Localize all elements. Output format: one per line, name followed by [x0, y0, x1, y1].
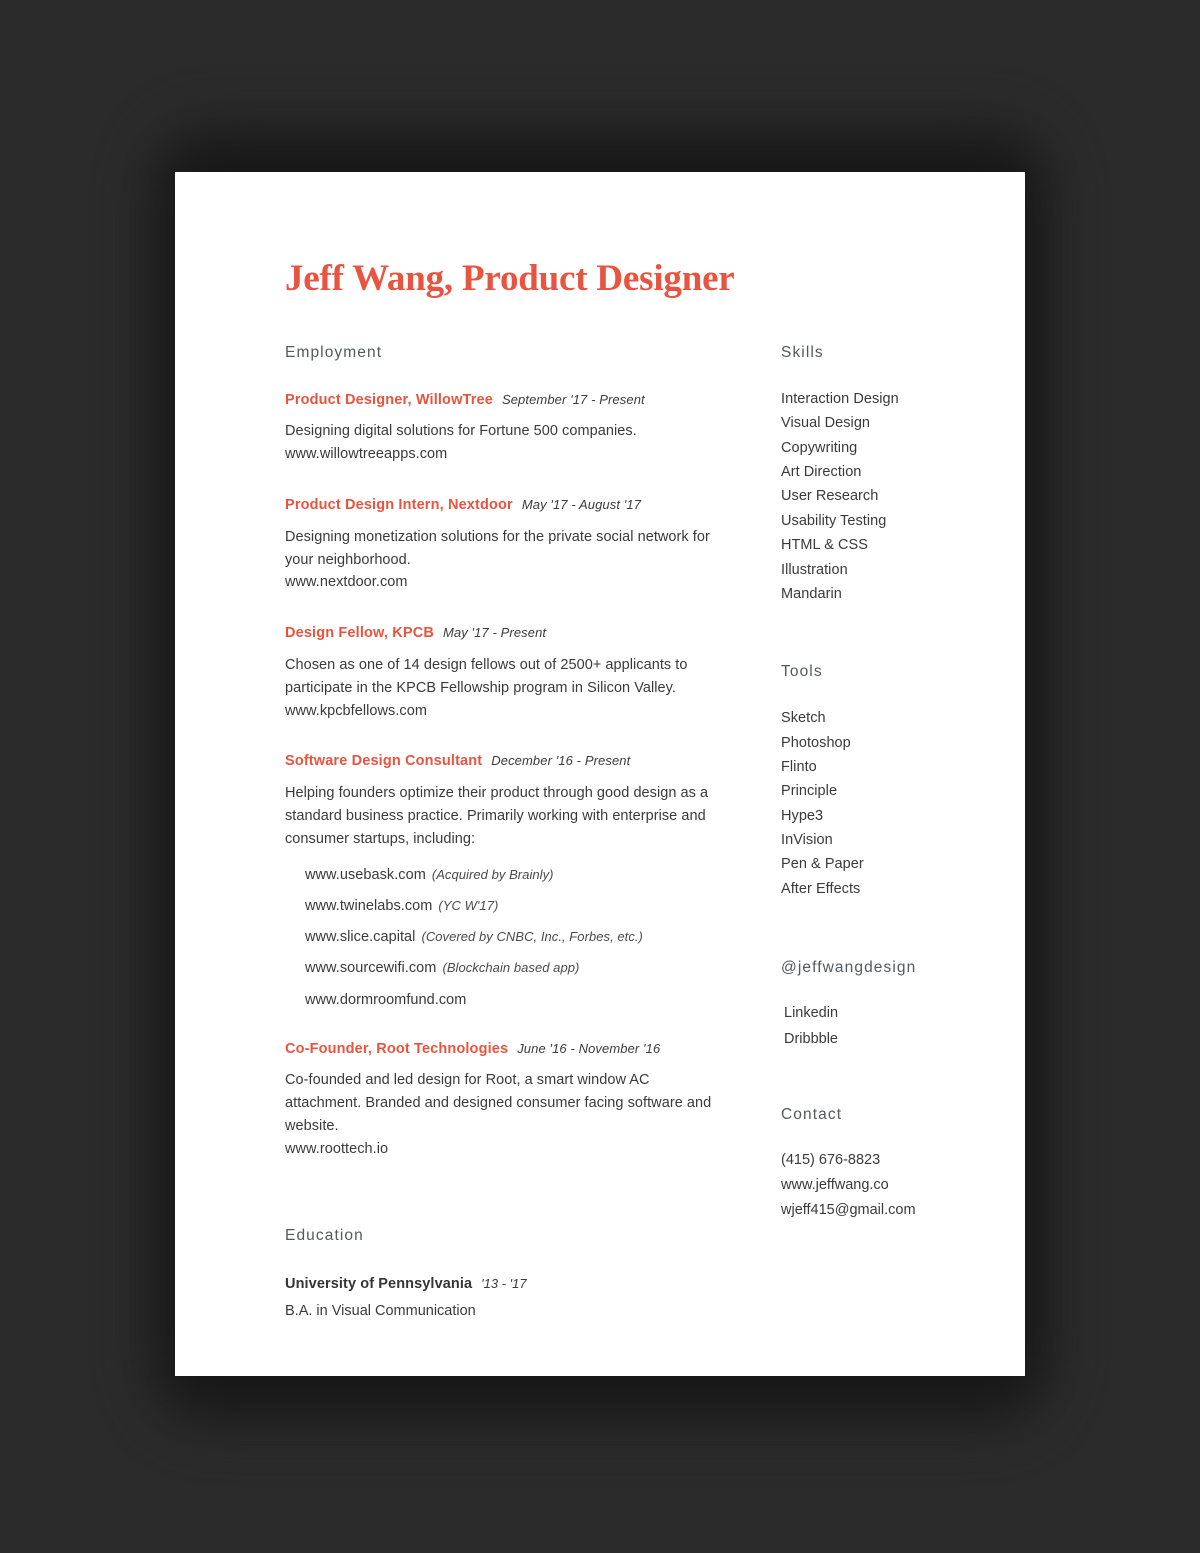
tools-list-item: Flinto [781, 758, 817, 775]
employment-entry-header [285, 623, 715, 642]
client-url: www.dormroomfund.com [305, 991, 467, 1008]
education-school: University of Pennsylvania [285, 1276, 473, 1293]
skills-list-item: Illustration [781, 561, 848, 578]
resume-columns [285, 344, 1025, 1323]
employment-entry-dates: December '16 - Present [491, 753, 631, 769]
contact-email[interactable]: wjeff415@gmail.com [781, 1201, 916, 1218]
tools-list-item: After Effects [781, 880, 861, 897]
skills-list-item: Mandarin [781, 585, 842, 602]
tools-list-item: Principle [781, 783, 838, 800]
education-section [285, 1227, 715, 1323]
employment-entry [285, 390, 715, 466]
education-entry [285, 1274, 715, 1323]
contact-website[interactable]: www.jeffwang.co [781, 1176, 889, 1193]
employment-entry-url[interactable]: www.roottech.io [285, 1141, 389, 1158]
skills-list-item: Interaction Design [781, 391, 899, 407]
contact-section-heading: Contact [781, 1105, 843, 1123]
employment-entry-url[interactable]: www.willowtreeapps.com [285, 446, 448, 463]
employment-entry-description: Co-founded and led design for Root, a smart window AC attachment. Branded and designed consumer facing software and website. [285, 1072, 712, 1135]
client-list-item[interactable] [305, 958, 715, 978]
tools-list-item: Pen & Paper [781, 856, 864, 873]
social-link-linkedin[interactable]: Linkedin [784, 1005, 839, 1022]
skills-section-heading: Skills [781, 344, 824, 361]
skills-section [781, 344, 1041, 606]
contact-section [781, 1106, 1041, 1223]
employment-entry-header [285, 751, 715, 770]
page-title: Jeff Wang, Product Designer [285, 258, 735, 299]
tools-list-item: Hype3 [781, 807, 824, 824]
skills-list-item: User Research [781, 488, 879, 505]
skills-list-item: Visual Design [781, 415, 871, 432]
employment-entry-header [285, 1039, 715, 1058]
employment-entry-header [285, 390, 715, 409]
employment-entry-url[interactable]: www.nextdoor.com [285, 574, 408, 591]
client-url: www.sourcewifi.com [305, 960, 437, 977]
client-list-item[interactable] [305, 927, 715, 947]
social-list [781, 1001, 1041, 1053]
education-degree: B.A. in Visual Communication [285, 1303, 476, 1320]
employment-entry [285, 623, 715, 722]
employment-entry-dates: June '16 - November '16 [517, 1041, 661, 1057]
skills-list-item: Art Direction [781, 464, 862, 481]
employment-entry [285, 495, 715, 594]
client-list-item[interactable] [305, 896, 715, 916]
employment-entry-description: Chosen as one of 14 design fellows out of 2500+ applicants to participate in the KPCB Fellowship program in Silicon Valley. [285, 656, 688, 696]
employment-entry-dates: May '17 - August '17 [521, 497, 642, 513]
client-list [285, 865, 715, 1010]
employment-entry-title: Co-Founder, Root Technologies [285, 1041, 509, 1058]
social-section [781, 959, 1041, 1053]
education-entry-header [285, 1274, 715, 1293]
employment-entry-header [285, 495, 715, 514]
employment-entry-description: Helping founders optimize their product through good design as a standard business practice. Primarily working with enterprise and consumer startups, including: [285, 784, 709, 847]
skills-list-item: Copywriting [781, 439, 858, 456]
tools-list-item: InVision [781, 832, 833, 849]
employment-entry-dates: September '17 - Present [501, 392, 645, 407]
tools-list-item: Photoshop [781, 734, 851, 751]
contact-list [781, 1148, 1041, 1223]
skills-list [781, 387, 1041, 606]
employment-entry-title: Product Designer, WillowTree [285, 392, 493, 408]
employment-entry-title: Software Design Consultant [285, 753, 483, 770]
tools-list [781, 706, 1041, 901]
social-handle: @jeffwangdesign [781, 959, 917, 977]
client-note: (Covered by CNBC, Inc., Forbes, etc.) [421, 929, 643, 945]
employment-entry-url[interactable]: www.kpcbfellows.com [285, 702, 427, 719]
client-note: (Blockchain based app) [442, 960, 580, 976]
employment-section [285, 344, 715, 1161]
resume-page [175, 172, 1025, 1376]
client-url: www.usebask.com [305, 866, 426, 883]
client-list-item[interactable] [305, 990, 715, 1010]
client-note: (Acquired by Brainly) [431, 866, 554, 882]
client-url: www.twinelabs.com [305, 897, 433, 914]
employment-entry-title: Product Design Intern, Nextdoor [285, 497, 513, 514]
client-note: (YC W'17) [438, 897, 499, 913]
contact-phone[interactable]: (415) 676-8823 [781, 1151, 881, 1168]
employment-entry [285, 1039, 715, 1161]
employment-entry-description: Designing monetization solutions for the private social network for your neighborhood. [285, 528, 710, 568]
right-column [781, 344, 1041, 1323]
employment-entry [285, 751, 715, 1010]
social-link-dribbble[interactable]: Dribbble [784, 1030, 838, 1047]
client-list-item[interactable] [305, 865, 715, 885]
employment-entry-title: Design Fellow, KPCB [285, 625, 434, 642]
employment-entry-description: Designing digital solutions for Fortune 500 companies. [285, 423, 637, 440]
tools-section-heading: Tools [781, 663, 823, 681]
tools-section [781, 663, 1041, 901]
skills-list-item: Usability Testing [781, 512, 887, 529]
employment-section-heading: Employment [285, 344, 383, 361]
left-column [285, 344, 715, 1323]
client-url: www.slice.capital [305, 929, 416, 946]
education-dates: '13 - '17 [481, 1276, 527, 1292]
employment-entry-dates: May '17 - Present [442, 625, 547, 641]
resume-content [285, 260, 1025, 1376]
skills-list-item: HTML & CSS [781, 537, 868, 554]
tools-list-item: Sketch [781, 710, 826, 727]
education-section-heading: Education [285, 1227, 364, 1245]
